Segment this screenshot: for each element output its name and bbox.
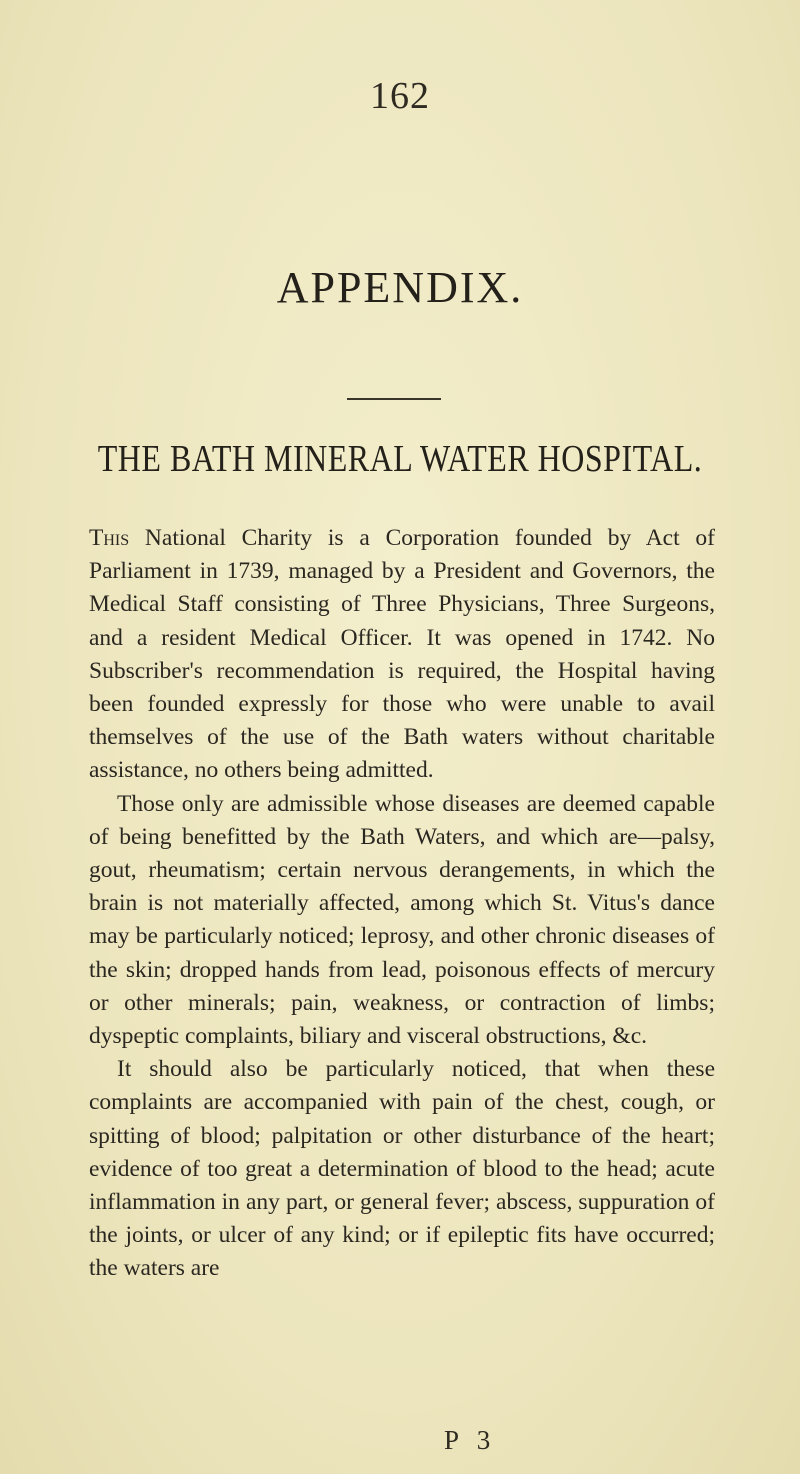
section-title: APPENDIX. bbox=[276, 263, 524, 312]
page-number: 162 bbox=[370, 75, 430, 117]
paragraph-2: Those only are admissible whose diseases are deemed capable of being benefitted by the Bath Waters, and which are—palsy, gout, rheumatism; certain nervous derangements, in which the brain is not materially affected, among which St. Vitus's dance may be particularly noticed; leprosy, and other chronic diseases of the skin; dropped hands from lead, poisonous effects of mercury or other minerals; pain, weakness, or contraction of limbs; dyspeptic complaints, biliary and visceral obstructions, &c. bbox=[89, 790, 715, 1050]
paragraph-1-text: National Charity is a Corporation founded by Act of Parliament in 1739, managed by a President and Governors, the Medical Staff consisting of Three Physicians, Three Surgeons, and a resident Medical Officer. It was opened in 1742. No Subscriber's recommendation is required, the Hospital having been founded expressly for those who were unable to avail themselves of the use of the Bath waters without charitable assistance, no others being admitted. bbox=[89, 525, 715, 784]
body-text bbox=[89, 522, 715, 1286]
paragraph-1 bbox=[89, 522, 715, 788]
paragraph-1-lead: This bbox=[89, 525, 130, 551]
title-rule bbox=[347, 398, 441, 400]
paragraph-3: It should also be particularly noticed, that when these complaints are accompanied with pain of the chest, cough, or spitting of blood; palpitation or other disturbance of the heart; evidence of too great a determination of blood to the head; acute inflammation in any part, or general fever; abscess, suppuration of the joints, or ulcer of any kind; or if epileptic fits have occurred; the waters are bbox=[89, 1056, 715, 1282]
signature-mark: P 3 bbox=[444, 1425, 497, 1455]
chapter-heading: THE BATH MINERAL WATER HOSPITAL. bbox=[97, 436, 703, 480]
